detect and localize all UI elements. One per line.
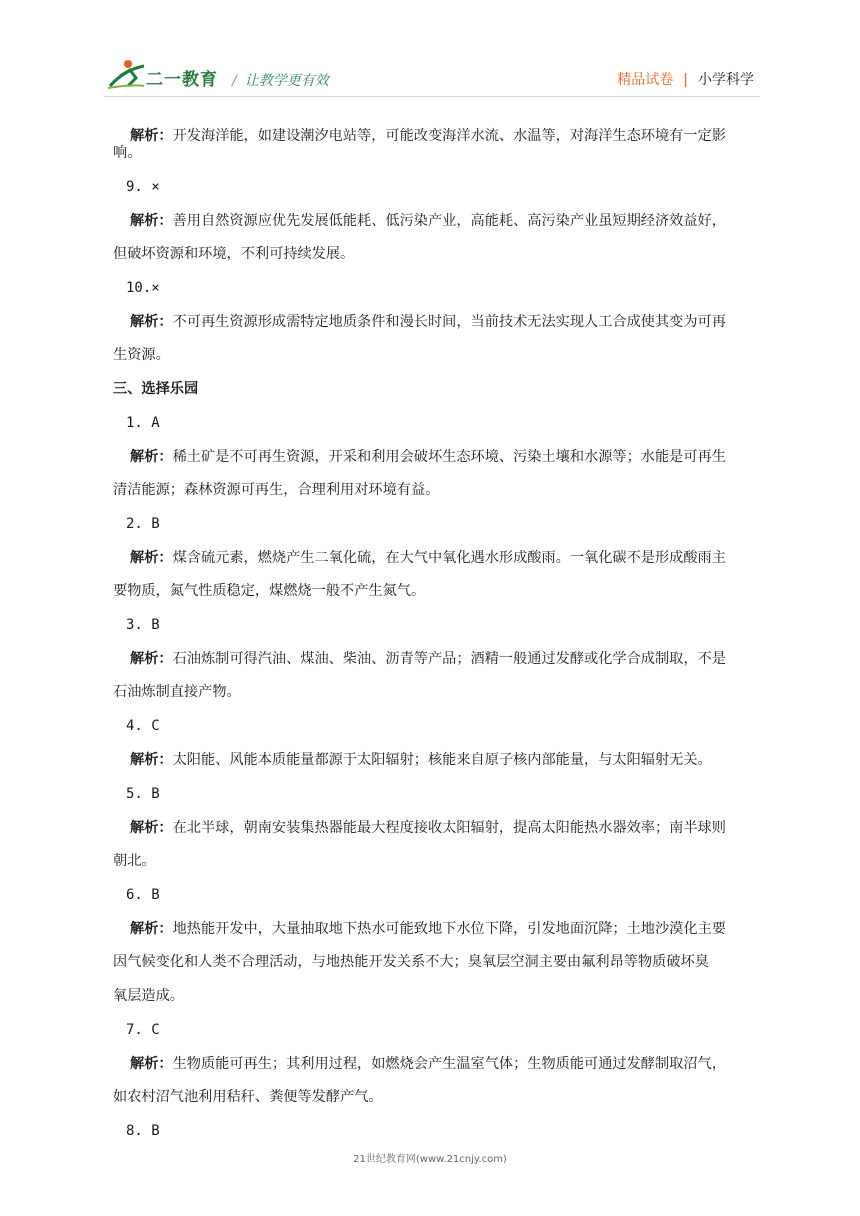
answer-number: 10.× [126,280,160,296]
tag-separator: | [683,72,688,88]
text-line: 解析：在北半球，朝南安装集热器能最大程度接收太阳辐射，提高太阳能热水器效率；南半球则 [130,820,726,836]
answer-number: 6. B [126,887,160,903]
text-line: 要物质，氮气性质稳定，煤燃烧一般不产生氮气。 [113,583,426,599]
page-header [0,0,860,100]
answer-number: 7. C [126,1022,160,1038]
logo-text: 二一教育 [146,70,218,90]
answer-number: 1. A [126,415,160,431]
answer-number: 5. B [126,786,160,802]
slogan: / 让教学更有效 [232,73,329,89]
text-line: 解析：煤含硫元素，燃烧产生二氧化硫，在大气中氧化遇水形成酸雨。一氧化碳不是形成酸雨主 [130,550,726,566]
text-line: 解析：不可再生资源形成需特定地质条件和漫长时间，当前技术无法实现人工合成使其变为可再 [130,314,726,330]
text-line: 解析：稀土矿是不可再生资源，开采和利用会破坏生态环境、污染土壤和水源等；水能是可再生 [130,449,726,465]
text-line: 解析：地热能开发中，大量抽取地下热水可能致地下水位下降，引发地面沉降；土地沙漠化主要 [130,921,726,937]
page-footer: 21世纪教育网(www.21cnjy.com) [353,1154,507,1165]
text-line: 响。 [113,145,142,161]
header-divider [104,96,760,97]
header-tag [617,69,754,89]
tag-subject: 小学科学 [698,72,754,88]
answer-number: 4. C [126,718,160,734]
text-line: 氧层造成。 [113,988,184,1004]
text-line: 解析：生物质能可再生；其利用过程，如燃烧会产生温室气体；生物质能可通过发酵制取沼气， [130,1056,726,1072]
text-line: 因气候变化和人类不合理活动，与地热能开发关系不大；臭氧层空洞主要由氟利昂等物质破坏臭 [113,954,709,970]
answer-number: 2. B [126,516,160,532]
text-line: 如农村沼气池利用秸秆、粪便等发酵产气。 [113,1089,383,1105]
text-line: 解析：石油炼制可得汽油、煤油、柴油、沥青等产品；酒精一般通过发酵或化学合成制取，不是 [130,651,726,667]
answer-number: 8. B [126,1123,160,1139]
section-heading: 三、选择乐园 [113,381,199,397]
text-line: 生资源。 [113,347,170,363]
answer-number: 3. B [126,617,160,633]
tag-quality: 精品试卷 [617,72,674,88]
text-line: 石油炼制直接产物。 [113,684,241,700]
text-line: 解析：太阳能、风能本质能量都源于太阳辐射；核能来自原子核内部能量，与太阳辐射无关。 [130,752,712,768]
text-line: 朝北。 [113,853,156,869]
answer-number: 9. × [126,179,160,195]
text-line: 清洁能源；森林资源可再生，合理利用对环境有益。 [113,482,440,498]
text-line: 解析：善用自然资源应优先发展低能耗、低污染产业，高能耗、高污染产业虽短期经济效益好， [130,213,726,229]
text-line: 但破坏资源和环境，不利可持续发展。 [113,246,355,262]
slogan-text: 让教学更有效 [244,73,329,89]
text-line: 解析：开发海洋能，如建设潮汐电站等，可能改变海洋水流、水温等，对海洋生态环境有一定影 [130,128,726,144]
